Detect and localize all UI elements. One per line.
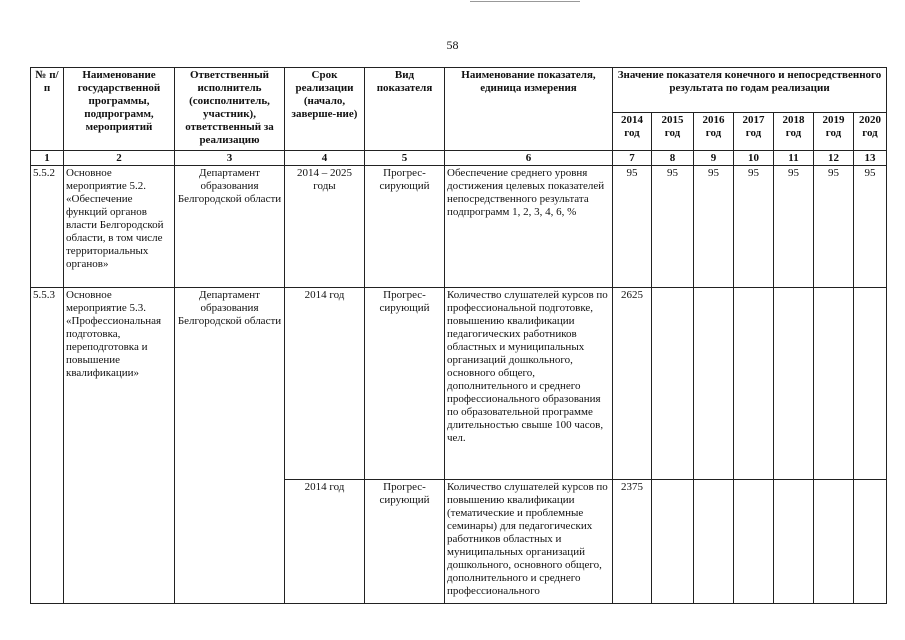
header-year: 2014 год <box>613 113 652 151</box>
column-number: 2 <box>64 151 175 166</box>
executor: Департамент образования Белгородской области <box>175 166 285 288</box>
header-year: 2015 год <box>652 113 694 151</box>
value-cell <box>734 288 774 480</box>
column-number: 4 <box>285 151 365 166</box>
measure-name: Основное мероприятие 5.2. «Обеспечение функций органов власти Белгородской области, в том числе территориальных органов» <box>64 166 175 288</box>
indicator-name: Обеспечение среднего уровня достижения целевых показателей непосредственного результата подпрограмм 1, 2, 3, 4, 6, % <box>445 166 613 288</box>
header-year: 2017 год <box>734 113 774 151</box>
implementation-term: 2014 год <box>285 480 365 604</box>
value-cell <box>734 480 774 604</box>
indicator-table <box>30 67 887 604</box>
column-number: 3 <box>175 151 285 166</box>
header-executor: Ответственный исполнитель (соисполнитель, участник), ответственный за реализацию <box>175 68 285 151</box>
value-cell <box>814 480 854 604</box>
value-cell <box>854 288 887 480</box>
value-cell: 95 <box>774 166 814 288</box>
column-number: 12 <box>814 151 854 166</box>
header-program-name: Наименование государственной программы, подпрограмм, мероприятий <box>64 68 175 151</box>
indicator-type: Прогрес-сирующий <box>365 288 445 480</box>
page-number: 58 <box>446 38 459 52</box>
value-cell <box>652 480 694 604</box>
column-number: 13 <box>854 151 887 166</box>
header-no: № п/п <box>31 68 64 151</box>
indicator-name: Количество слушателей курсов по профессиональной подготовке, повышению квалификации педагогических работников областных и муниципальных организаций дошкольного, основного общего, дополнительного и среднего профессионального образования по образовательной программе длительностью свыше 100 часов, чел. <box>445 288 613 480</box>
header-indicator-type: Вид показателя <box>365 68 445 151</box>
indicator-type: Прогрес-сирующий <box>365 166 445 288</box>
column-number: 10 <box>734 151 774 166</box>
value-cell <box>694 480 734 604</box>
value-cell <box>814 288 854 480</box>
row-number: 5.5.3 <box>31 288 64 604</box>
executor: Департамент образования Белгородской области <box>175 288 285 604</box>
implementation-term: 2014 – 2025 годы <box>285 166 365 288</box>
header-indicator-name: Наименование показателя, единица измерения <box>445 68 613 151</box>
value-cell <box>694 288 734 480</box>
value-cell: 2625 <box>613 288 652 480</box>
measure-name: Основное мероприятие 5.3. «Профессиональная подготовка, переподготовка и повышение квалификации» <box>64 288 175 604</box>
header-year: 2016 год <box>694 113 734 151</box>
table-row <box>31 288 887 480</box>
header-year: 2020 год <box>854 113 887 151</box>
column-number: 8 <box>652 151 694 166</box>
value-cell: 95 <box>734 166 774 288</box>
value-cell: 95 <box>652 166 694 288</box>
column-number: 11 <box>774 151 814 166</box>
row-number: 5.5.2 <box>31 166 64 288</box>
value-cell <box>774 480 814 604</box>
value-cell: 95 <box>814 166 854 288</box>
header-values: Значение показателя конечного и непосредственного результата по годам реализации <box>613 68 887 113</box>
value-cell: 95 <box>613 166 652 288</box>
value-cell: 2375 <box>613 480 652 604</box>
column-number: 1 <box>31 151 64 166</box>
header-term: Срок реализации (начало, заверше-ние) <box>285 68 365 151</box>
value-cell <box>854 480 887 604</box>
indicator-type: Прогрес-сирующий <box>365 480 445 604</box>
header-year: 2019 год <box>814 113 854 151</box>
value-cell <box>652 288 694 480</box>
value-cell <box>774 288 814 480</box>
column-number: 9 <box>694 151 734 166</box>
implementation-term: 2014 год <box>285 288 365 480</box>
table-row <box>31 166 887 288</box>
value-cell: 95 <box>854 166 887 288</box>
scan-artifact-line <box>470 1 580 2</box>
value-cell: 95 <box>694 166 734 288</box>
header-year: 2018 год <box>774 113 814 151</box>
indicator-name: Количество слушателей курсов по повышению квалификации (тематические и проблемные семинары) для педагогических работников областных и муниципальных организаций дошкольного, основного общего, дополнительного и среднего профессионального <box>445 480 613 604</box>
column-number: 5 <box>365 151 445 166</box>
column-number: 7 <box>613 151 652 166</box>
column-number: 6 <box>445 151 613 166</box>
